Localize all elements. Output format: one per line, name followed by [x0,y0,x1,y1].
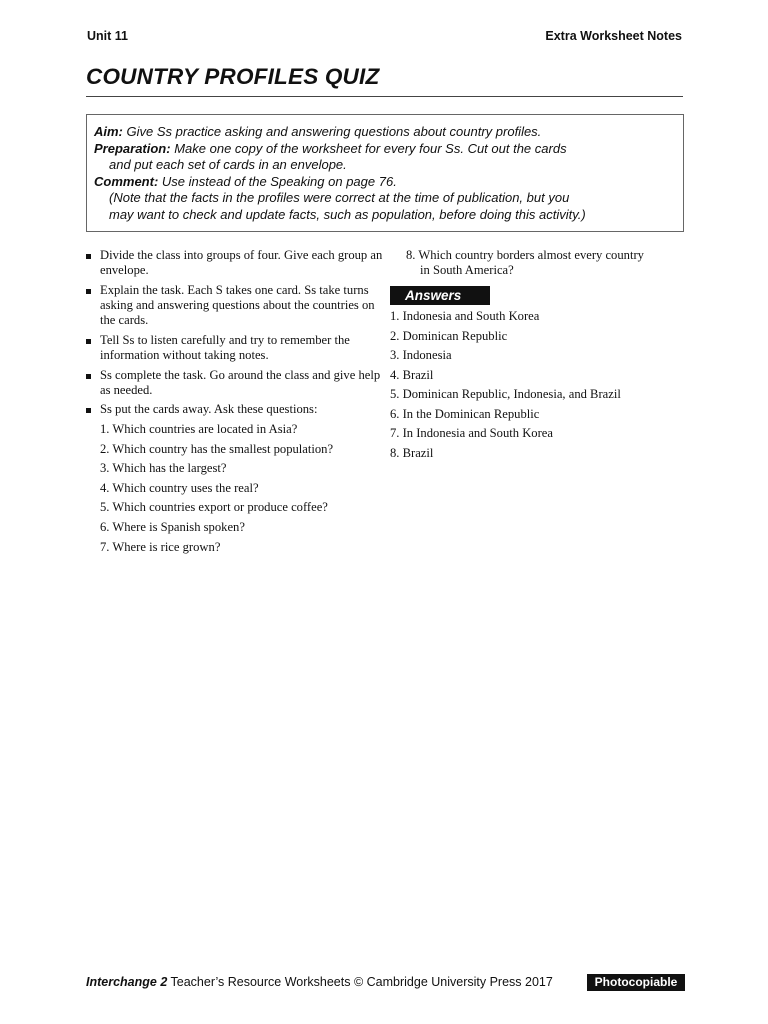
page-title: COUNTRY PROFILES QUIZ [86,64,380,89]
procedure-step [84,248,384,278]
question-item: 3. Which has the largest? [100,461,227,476]
preparation-text: Make one copy of the worksheet for every four Ss. Cut out the cards [174,140,567,156]
step-text: Ss complete the task. Go around the class and give help as needed. [100,367,381,397]
step-text: Explain the task. Each S takes one card. Ss take turns asking and answering questions about the countries on the cards. [100,282,375,328]
aim-label: Aim: [94,124,123,139]
comment-text: Use instead of the Speaking on page 76. [161,173,397,189]
step-text: Divide the class into groups of four. Give each group an envelope. [100,248,383,278]
procedure-column [84,248,384,559]
comment-row [94,174,676,191]
question-item-8 [390,248,690,278]
preparation-label: Preparation: [94,140,171,156]
section-label: Extra Worksheet Notes [545,29,682,43]
note-line-2: may want to check and update facts, such as population, before doing this activity.) [109,206,586,222]
question-item: 2. Which country has the smallest population? [100,441,334,456]
answer-item: 8. Brazil [390,445,434,460]
question-item: 1. Which countries are located in Asia? [100,421,298,436]
procedure-step [84,402,384,417]
photocopiable-badge: Photocopiable [587,974,685,991]
answer-item: 5. Dominican Republic, Indonesia, and Brazil [390,387,621,402]
bullet-square-icon [86,289,91,294]
answer-item: 6. In the Dominican Republic [390,406,540,421]
step-text: Ss put the cards away. Ask these questions: [100,402,318,417]
title-divider [86,96,683,97]
question-8-line1: 8. Which country borders almost every country [406,248,644,262]
step-text: Tell Ss to listen carefully and try to remember the information without taking notes. [100,332,350,362]
procedure-step [84,283,384,329]
question-8-line2: in South America? [420,263,514,278]
answer-item: 4. Brazil [390,367,434,382]
aim-text: Give Ss practice asking and answering questions about country profiles. [126,124,542,139]
answer-item: 7. In Indonesia and South Korea [390,426,553,441]
bullet-square-icon [86,408,91,413]
answers-list [390,309,690,461]
answers-heading: Answers [390,286,490,305]
answer-item: 1. Indonesia and South Korea [390,309,540,324]
question-item: 4. Which country uses the real? [100,480,259,495]
question-item: 7. Where is rice grown? [100,539,221,554]
unit-label: Unit 11 [87,29,128,43]
question-item: 6. Where is Spanish spoken? [100,519,245,534]
footer-brand: Interchange 2 [86,975,168,989]
comment-label: Comment: [94,173,159,189]
bullet-square-icon [86,339,91,344]
preparation-text-cont: and put each set of cards in an envelope. [109,157,347,173]
answers-column [390,248,690,465]
bullet-square-icon [86,374,91,379]
question-item: 5. Which countries export or produce coffee? [100,500,328,515]
answer-item: 3. Indonesia [390,348,452,363]
footer [86,975,553,989]
answer-item: 2. Dominican Republic [390,328,508,343]
bullet-square-icon [86,254,91,259]
preparation-row [94,141,676,158]
aim-row [94,124,676,141]
note-line-1: (Note that the facts in the profiles were correct at the time of publication, but you [109,190,570,206]
procedure-step [84,333,384,363]
aim-box [86,114,684,232]
procedure-step [84,368,384,398]
footer-text: Teacher’s Resource Worksheets © Cambridge University Press 2017 [170,975,553,989]
